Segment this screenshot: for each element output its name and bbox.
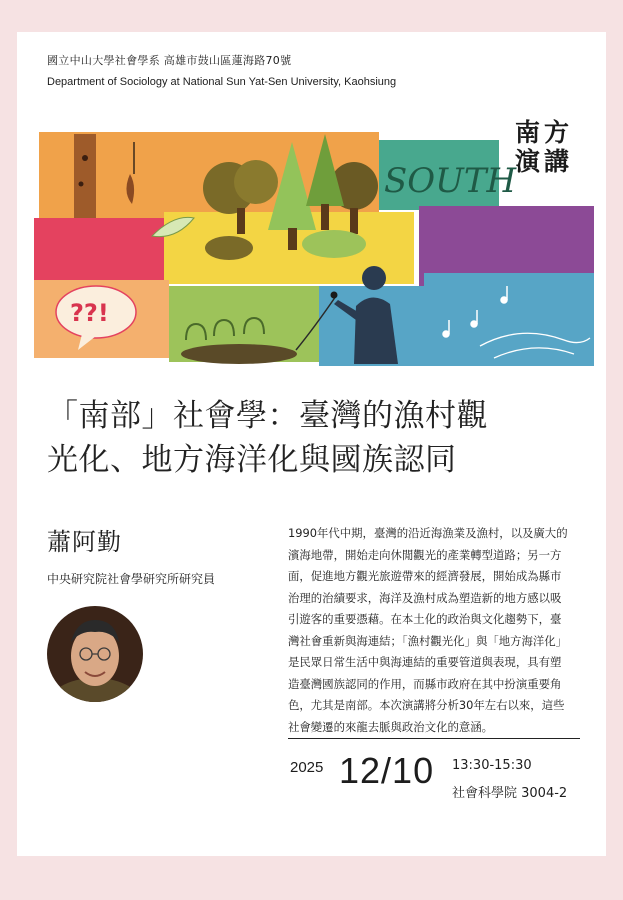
abstract-line: 色，尤其是南部。本次演講將分析30年左右以來，這些 [288,698,565,712]
abstract-line: 造臺灣國族認同的作用，而縣市政府在其中扮演重要角 [288,676,562,691]
address-english: Department of Sociology at National Sun Yat-Sen University, Kaohsiung [47,76,397,88]
south-text: SOUTH [384,161,517,201]
divider [288,738,580,739]
abstract-line: 濱海地帶，開始走向休閒觀光的產業轉型道路；另一方 [288,547,562,562]
title-line-1: 「南部」社會學：臺灣的漁村觀 [47,398,488,434]
tree-trunk [74,134,96,218]
speaker-name: 蕭阿勤 [47,528,122,556]
bubble-text: ??! [70,299,109,327]
red-block [34,218,164,280]
abstract-line: 1990年代中期，臺灣的沿近海漁業及漁村，以及廣大的 [288,526,568,540]
abstract-line: 治理的治績要求，海洋及漁村成為塑造新的地方感以吸 [288,590,562,605]
poster [17,32,606,856]
event-date: 12/10 [339,750,435,791]
brand-line-1: 南方 [514,118,573,147]
event-time: 13:30-15:30 [452,758,532,773]
title-line-2: 光化、地方海洋化與國族認同 [47,442,457,478]
abstract-line: 灣社會重新與海連結；「漁村觀光化」與「地方海洋化」 [288,633,568,648]
lecture-abstract [288,523,588,738]
event-year: 2025 [290,759,324,776]
address-chinese: 國立中山大學社會學系 高雄市鼓山區蓮海路70號 [47,54,292,67]
abstract-line: 引遊客的重要憑藉。在本土化的政治與文化趨勢下，臺 [288,612,562,626]
southern-lectures-brand [508,118,580,176]
speaker-affiliation: 中央研究院社會學研究所研究員 [47,572,216,586]
abstract-line: 面，促進地方觀光旅遊帶來的經濟發展，開始成為縣市 [288,569,562,583]
brand-line-2: 演講 [514,147,573,176]
blue-block-wave [424,273,594,293]
abstract-line: 社會變遷的來龍去脈與政治文化的意涵。 [288,719,494,734]
lecture-title [47,394,587,482]
speaker-photo [47,606,143,702]
event-venue: 社會科學院 3004-2 [452,786,568,801]
abstract-line: 是民眾日常生活中與海連結的重要管道與表現，具有塑 [288,655,562,669]
